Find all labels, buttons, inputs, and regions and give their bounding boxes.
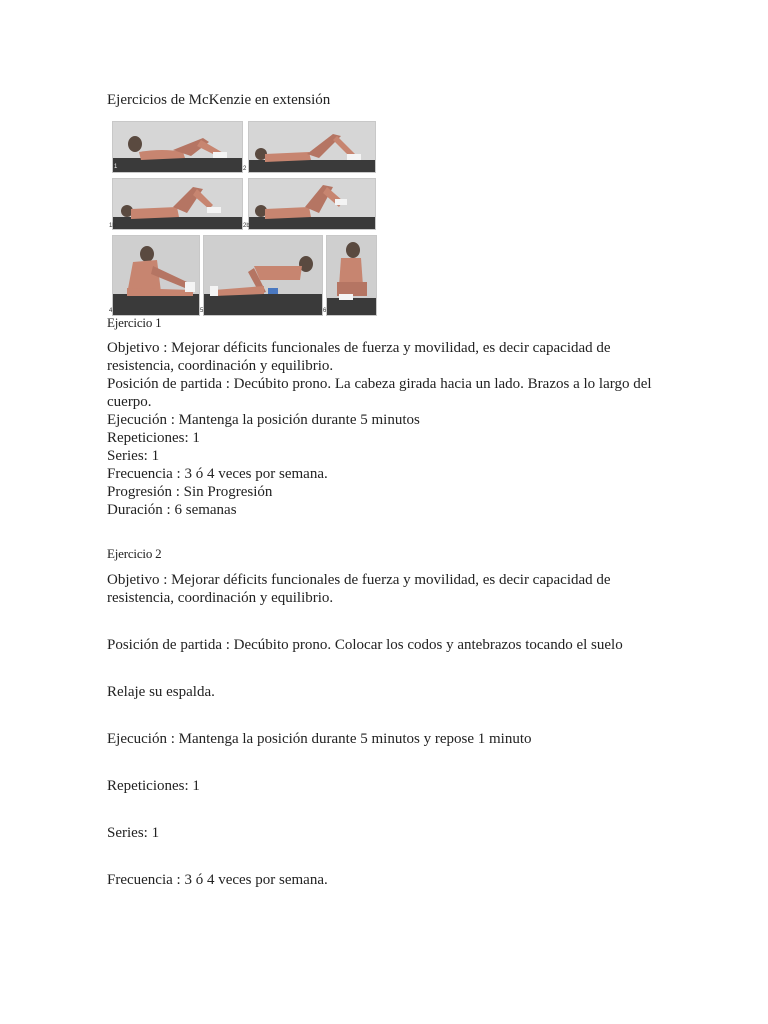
photo-number: 1b — [109, 223, 116, 229]
exercise-photo-7 — [323, 235, 377, 316]
exercise-2-objective — [107, 571, 611, 607]
exercise-photo-1 — [112, 121, 243, 173]
photo-number: 2b — [243, 223, 250, 229]
exercise-1-caption: Ejercicio 1 — [107, 315, 162, 330]
text-line: Ejecución : Mantenga la posición durante 5 minutos — [107, 412, 420, 428]
exercise-photo-6 — [200, 235, 323, 316]
exercise-2-relax: Relaje su espalda. — [107, 684, 215, 700]
exercise-photo-grid — [108, 119, 378, 317]
text-line: Objetivo : Mejorar déficits funcionales de fuerza y movilidad, es decir capacidad de — [107, 572, 611, 588]
exercise-1-description — [107, 339, 652, 519]
photo-number: 4 — [109, 308, 113, 314]
photo-number: 5 — [200, 308, 204, 314]
text-line: Progresión : Sin Progresión — [107, 484, 273, 500]
photo-number: 1 — [114, 164, 118, 170]
text-line: resistencia, coordinación y equilibrio. — [107, 590, 334, 606]
page-title: Ejercicios de McKenzie en extensión — [107, 92, 331, 108]
exercise-2-start-position: Posición de partida : Decúbito prono. Colocar los codos y antebrazos tocando el suelo — [107, 637, 623, 653]
exercise-2-series: Series: 1 — [107, 825, 160, 841]
text-line: Posición de partida : Decúbito prono. La cabeza girada hacia un lado. Brazos a lo largo del — [107, 376, 652, 392]
photo-number: 2 — [243, 166, 247, 172]
exercise-2-frequency: Frecuencia : 3 ó 4 veces por semana. — [107, 872, 328, 888]
text-line: Repeticiones: 1 — [107, 430, 200, 446]
exercise-2-execution: Ejecución : Mantenga la posición durante 5 minutos y repose 1 minuto — [107, 731, 532, 747]
exercise-photo-4 — [243, 178, 376, 230]
text-line: Duración : 6 semanas — [107, 502, 237, 518]
text-line: Series: 1 — [107, 448, 160, 464]
photo-number: 6 — [323, 308, 327, 314]
exercise-2-repetitions: Repeticiones: 1 — [107, 778, 200, 794]
exercise-2-caption: Ejercicio 2 — [107, 546, 162, 561]
exercise-photo-2 — [243, 121, 376, 173]
text-line: cuerpo. — [107, 394, 152, 410]
text-line: resistencia, coordinación y equilibrio. — [107, 358, 334, 374]
text-line: Objetivo : Mejorar déficits funcionales de fuerza y movilidad, es decir capacidad de — [107, 340, 611, 356]
text-line: Frecuencia : 3 ó 4 veces por semana. — [107, 466, 328, 482]
exercise-photo-5 — [109, 235, 200, 316]
exercise-photo-3 — [109, 178, 243, 230]
